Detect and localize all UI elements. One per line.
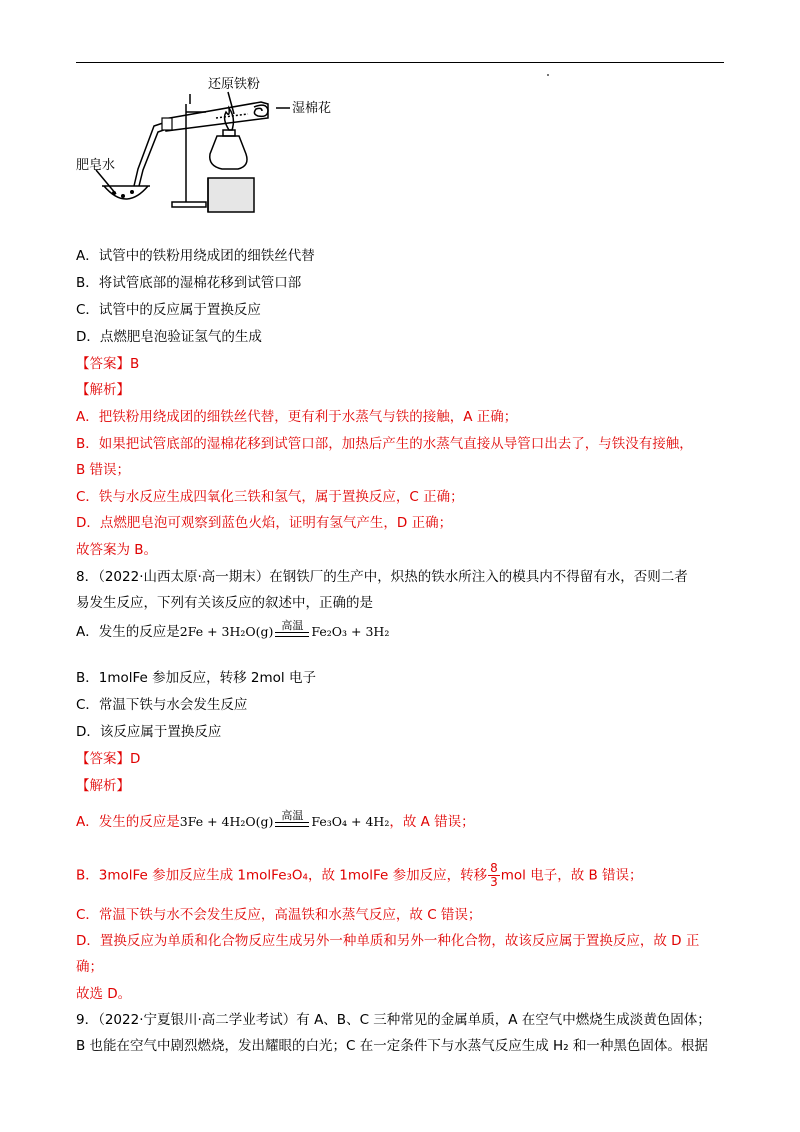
q8-option-a-prefix: A．发生的反应是 (76, 624, 180, 640)
q8-analysis-b (76, 862, 643, 889)
apparatus-figure (76, 74, 386, 224)
q8-analysis-a-condition: 高温 (281, 809, 304, 822)
q8-analysis-a-reactants: 3Fe + 4H₂O(g) (179, 814, 274, 829)
q8-option-a-products: Fe₂O₃ + 3H₂ (311, 624, 390, 639)
q8-option-d: D．该反应属于置换反应 (76, 724, 222, 740)
equals-sign-icon (275, 822, 309, 827)
q7-option-c: C．试管中的反应属于置换反应 (76, 302, 261, 318)
q7-analysis-d: D．点燃肥皂泡可观察到蓝色火焰，证明有氢气产生，D 正确； (76, 515, 453, 531)
page-speck (547, 74, 549, 76)
q7-analysis-b-cont: B 错误； (76, 462, 131, 478)
q7-option-a: A．试管中的铁粉用绕成团的细铁丝代替 (76, 248, 315, 264)
q7-analysis-c: C．铁与水反应生成四氧化三铁和氢气，属于置换反应，C 正确； (76, 489, 464, 505)
q8-analysis-d-cont: 确； (76, 959, 103, 975)
q7-answer: 【答案】B (76, 356, 140, 372)
q7-analysis-title: 【解析】 (76, 382, 130, 398)
support-block (208, 178, 254, 212)
equals-sign-icon (275, 632, 309, 637)
label-soapy-water: 肥皂水 (76, 158, 116, 173)
fraction-numerator: 8 (490, 861, 498, 875)
q8-option-a-reactants: 2Fe + 3H₂O(g) (179, 624, 274, 639)
q8-stem-line1: 8．（2022·山西太原·高一期末）在钢铁厂的生产中，炽热的铁水所注入的模具内不得留有水，否则二者 (76, 569, 688, 585)
flame (225, 108, 234, 130)
q9-stem-line2: B 也能在空气中剧烈燃烧，发出耀眼的白光；C 在一定条件下与水蒸气反应生成 H₂ 和一种黑色固体。根据 (76, 1038, 708, 1054)
fraction-denominator: 3 (490, 875, 498, 889)
stand-base (172, 202, 206, 207)
q7-conclusion: 故答案为 B。 (76, 542, 158, 558)
q8-analysis-a-suffix: ，故 A 错误； (389, 814, 475, 830)
q8-option-b: B．1molFe 参加反应，转移 2mol 电子 (76, 670, 316, 686)
q8-analysis-b-suffix: mol 电子，故 B 错误； (500, 867, 643, 884)
q8-answer: 【答案】D (76, 751, 141, 767)
q9-stem-line1: 9．（2022·宁夏银川·高二学业考试）有 A、B、C 三种常见的金属单质，A 在空气中燃烧生成淡黄色固体； (76, 1012, 711, 1028)
q8-analysis-c: C．常温下铁与水不会发生反应，高温铁和水蒸气反应，故 C 错误； (76, 907, 482, 923)
q8-option-a-arrow (275, 620, 309, 642)
q8-option-a-condition: 高温 (281, 619, 304, 632)
q8-analysis-a (76, 810, 475, 832)
q8-stem-line2: 易发生反应，下列有关该反应的叙述中，正确的是 (76, 595, 373, 611)
q8-analysis-a-prefix: A．发生的反应是 (76, 814, 180, 830)
alcohol-lamp (210, 136, 247, 169)
delivery-tube (134, 121, 169, 186)
q8-option-c: C．常温下铁与水会发生反应 (76, 697, 248, 713)
q8-analysis-a-arrow (275, 810, 309, 832)
test-tube (164, 102, 268, 131)
q8-conclusion: 故选 D。 (76, 986, 132, 1002)
q7-analysis-a: A．把铁粉用绕成团的细铁丝代替，更有利于水蒸气与铁的接触，A 正确； (76, 409, 518, 425)
label-iron-powder: 还原铁粉 (208, 77, 261, 92)
q8-option-a (76, 620, 389, 642)
label-wet-cotton: 湿棉花 (292, 101, 332, 116)
q8-analysis-b-prefix: B．3molFe 参加反应生成 1molFe₃O₄，故 1molFe 参加反应，转移 (76, 867, 488, 884)
q7-option-d: D．点燃肥皂泡验证氢气的生成 (76, 329, 262, 345)
q8-analysis-a-products: Fe₃O₄ + 4H₂ (311, 814, 390, 829)
q8-analysis-d: D．置换反应为单质和化合物反应生成另外一种单质和另外一种化合物，故该反应属于置换反应，故 D 正 (76, 933, 700, 949)
q7-option-b: B．将试管底部的湿棉花移到试管口部 (76, 275, 302, 291)
q7-analysis-b: B．如果把试管底部的湿棉花移到试管口部，加热后产生的水蒸气直接从导管口出去了，与铁没有接触， (76, 436, 693, 452)
q8-analysis-title: 【解析】 (76, 778, 130, 794)
wet-cotton (254, 105, 268, 116)
header-rule (76, 62, 724, 63)
fraction (488, 862, 500, 889)
